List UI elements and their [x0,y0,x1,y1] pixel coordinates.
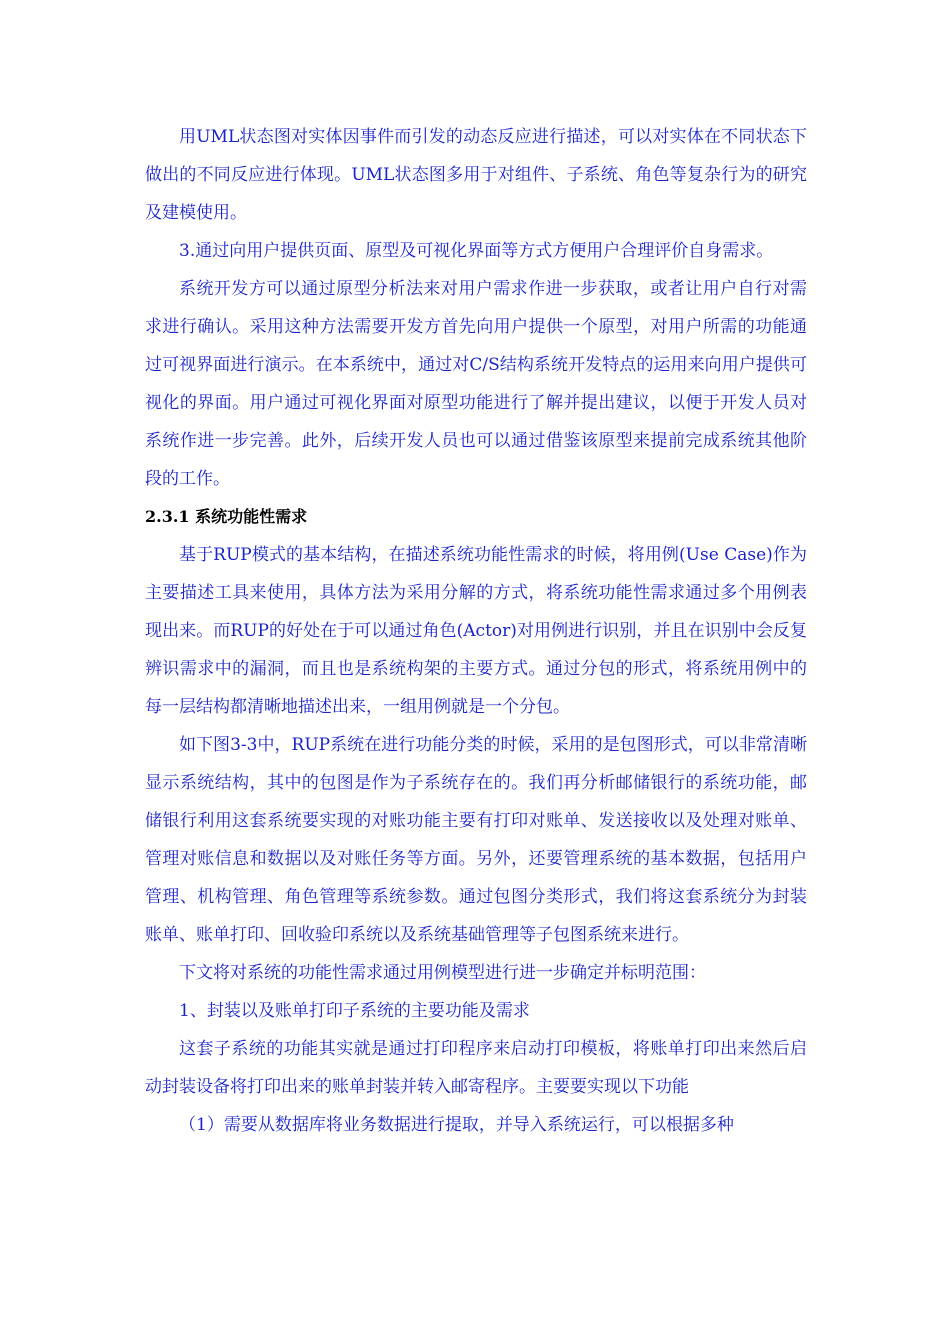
document-body [145,118,807,1144]
paragraph-rup-use-case: 基于RUP模式的基本结构，在描述系统功能性需求的时候，将用例(Use Case)作为主要描述工具来使用，具体方法为采用分解的方式，将系统功能性需求通过多个用例表现出来。而RUP的好处在于可以通过角色(Actor)对用例进行识别，并且在识别中会反复辨识需求中的漏洞，而且也是系统构架的主要方式。通过分包的形式，将系统用例中的每一层结构都清晰地描述出来，一组用例就是一个分包。 [145,545,807,717]
section-heading-functional-requirements: 2.3.1 系统功能性需求 [145,507,308,526]
paragraph-requirement-1: （1）需要从数据库将业务数据进行提取，并导入系统运行，可以根据多种 [179,1115,734,1135]
paragraph-use-case-model-intro: 下文将对系统的功能性需求通过用例模型进行进一步确定并标明范围： [179,963,706,983]
paragraph-subsystem-1-description: 这套子系统的功能其实就是通过打印程序来启动打印模板，将账单打印出来然后启动封装设备将打印出来的账单封装并转入邮寄程序。主要要实现以下功能 [145,1039,807,1097]
paragraph-subsystem-1-title: 1、封装以及账单打印子系统的主要功能及需求 [179,1001,530,1021]
paragraph-uml-state-diagram: 用UML状态图对实体因事件而引发的动态反应进行描述，可以对实体在不同状态下做出的不同反应进行体现。UML状态图多用于对组件、子系统、角色等复杂行为的研究及建模使用。 [145,127,807,223]
paragraph-point-3: 3.通过向用户提供页面、原型及可视化界面等方式方便用户合理评价自身需求。 [179,241,774,261]
paragraph-prototype-analysis: 系统开发方可以通过原型分析法来对用户需求作进一步获取，或者让用户自行对需求进行确认。采用这种方法需要开发方首先向用户提供一个原型，对用户所需的功能通过可视界面进行演示。在本系统中，通过对C/S结构系统开发特点的运用来向用户提供可视化的界面。用户通过可视化界面对原型功能进行了解并提出建议，以便于开发人员对系统作进一步完善。此外，后续开发人员也可以通过借鉴该原型来提前完成系统其他阶段的工作。 [145,279,807,489]
paragraph-package-diagram: 如下图3-3中，RUP系统在进行功能分类的时候，采用的是包图形式，可以非常清晰显示系统结构，其中的包图是作为子系统存在的。我们再分析邮储银行的系统功能，邮储银行利用这套系统要实现的对账功能主要有打印对账单、发送接收以及处理对账单、管理对账信息和数据以及对账任务等方面。另外，还要管理系统的基本数据，包括用户管理、机构管理、角色管理等系统参数。通过包图分类形式，我们将这套系统分为封装账单、账单打印、回收验印系统以及系统基础管理等子包图系统来进行。 [145,735,807,945]
